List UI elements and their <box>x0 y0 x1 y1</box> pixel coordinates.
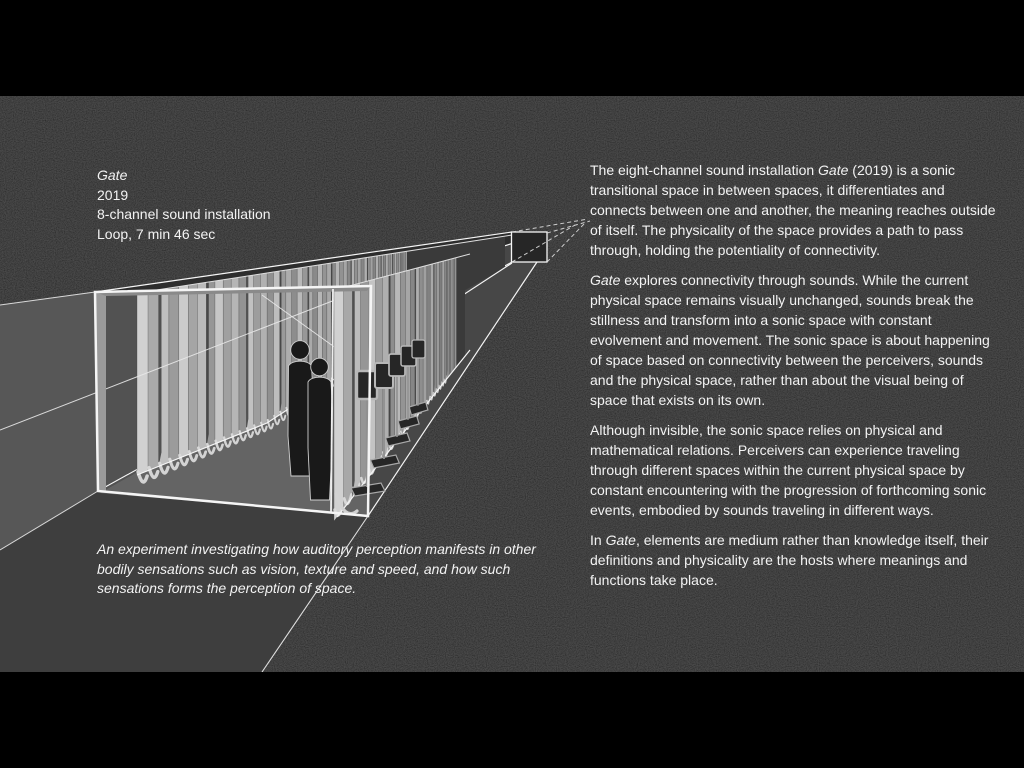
slide <box>0 96 1024 672</box>
work-caption: An experiment investigating how auditory perception manifests in other bodily sensations such as vision, texture and speed, and how such sensations forms the perception of space. <box>97 541 536 596</box>
title-block <box>97 166 271 244</box>
description-paragraph: In Gate, elements are medium rather than knowledge itself, their definitions and physicality are the hosts where meanings and functions take place. <box>590 532 989 588</box>
description-paragraph: Although invisible, the sonic space relies on physical and mathematical relations. Perceivers can experience traveling through different spaces within the current physical space by constant encountering with the progression of forthcoming sonic events, embodied by sounds traveling in different ways. <box>590 422 987 518</box>
work-medium: 8-channel sound installation <box>97 206 271 222</box>
work-year: 2019 <box>97 186 129 203</box>
description-column <box>590 160 1004 600</box>
text-layer <box>0 96 1024 672</box>
work-duration: Loop, 7 min 46 sec <box>97 225 216 242</box>
description-paragraph: Gate explores connectivity through sounds. While the current physical space remains visually unchanged, sounds break the stillness and transform into a sonic space with constant evolvement and movement. The sonic space is about happening of space based on connectivity between the perceivers, sounds and the physical space, rather than about the visual being of space that exists on its own. <box>590 272 990 408</box>
work-title: Gate <box>97 167 128 183</box>
description-paragraph: The eight-channel sound installation Gate (2019) is a sonic transitional space in between spaces, it differentiates and connects between one and another, the meaning reaches outside of itself. The physicality of the space provides a path to pass through, holding the potentiality of connectivity. <box>590 162 996 258</box>
